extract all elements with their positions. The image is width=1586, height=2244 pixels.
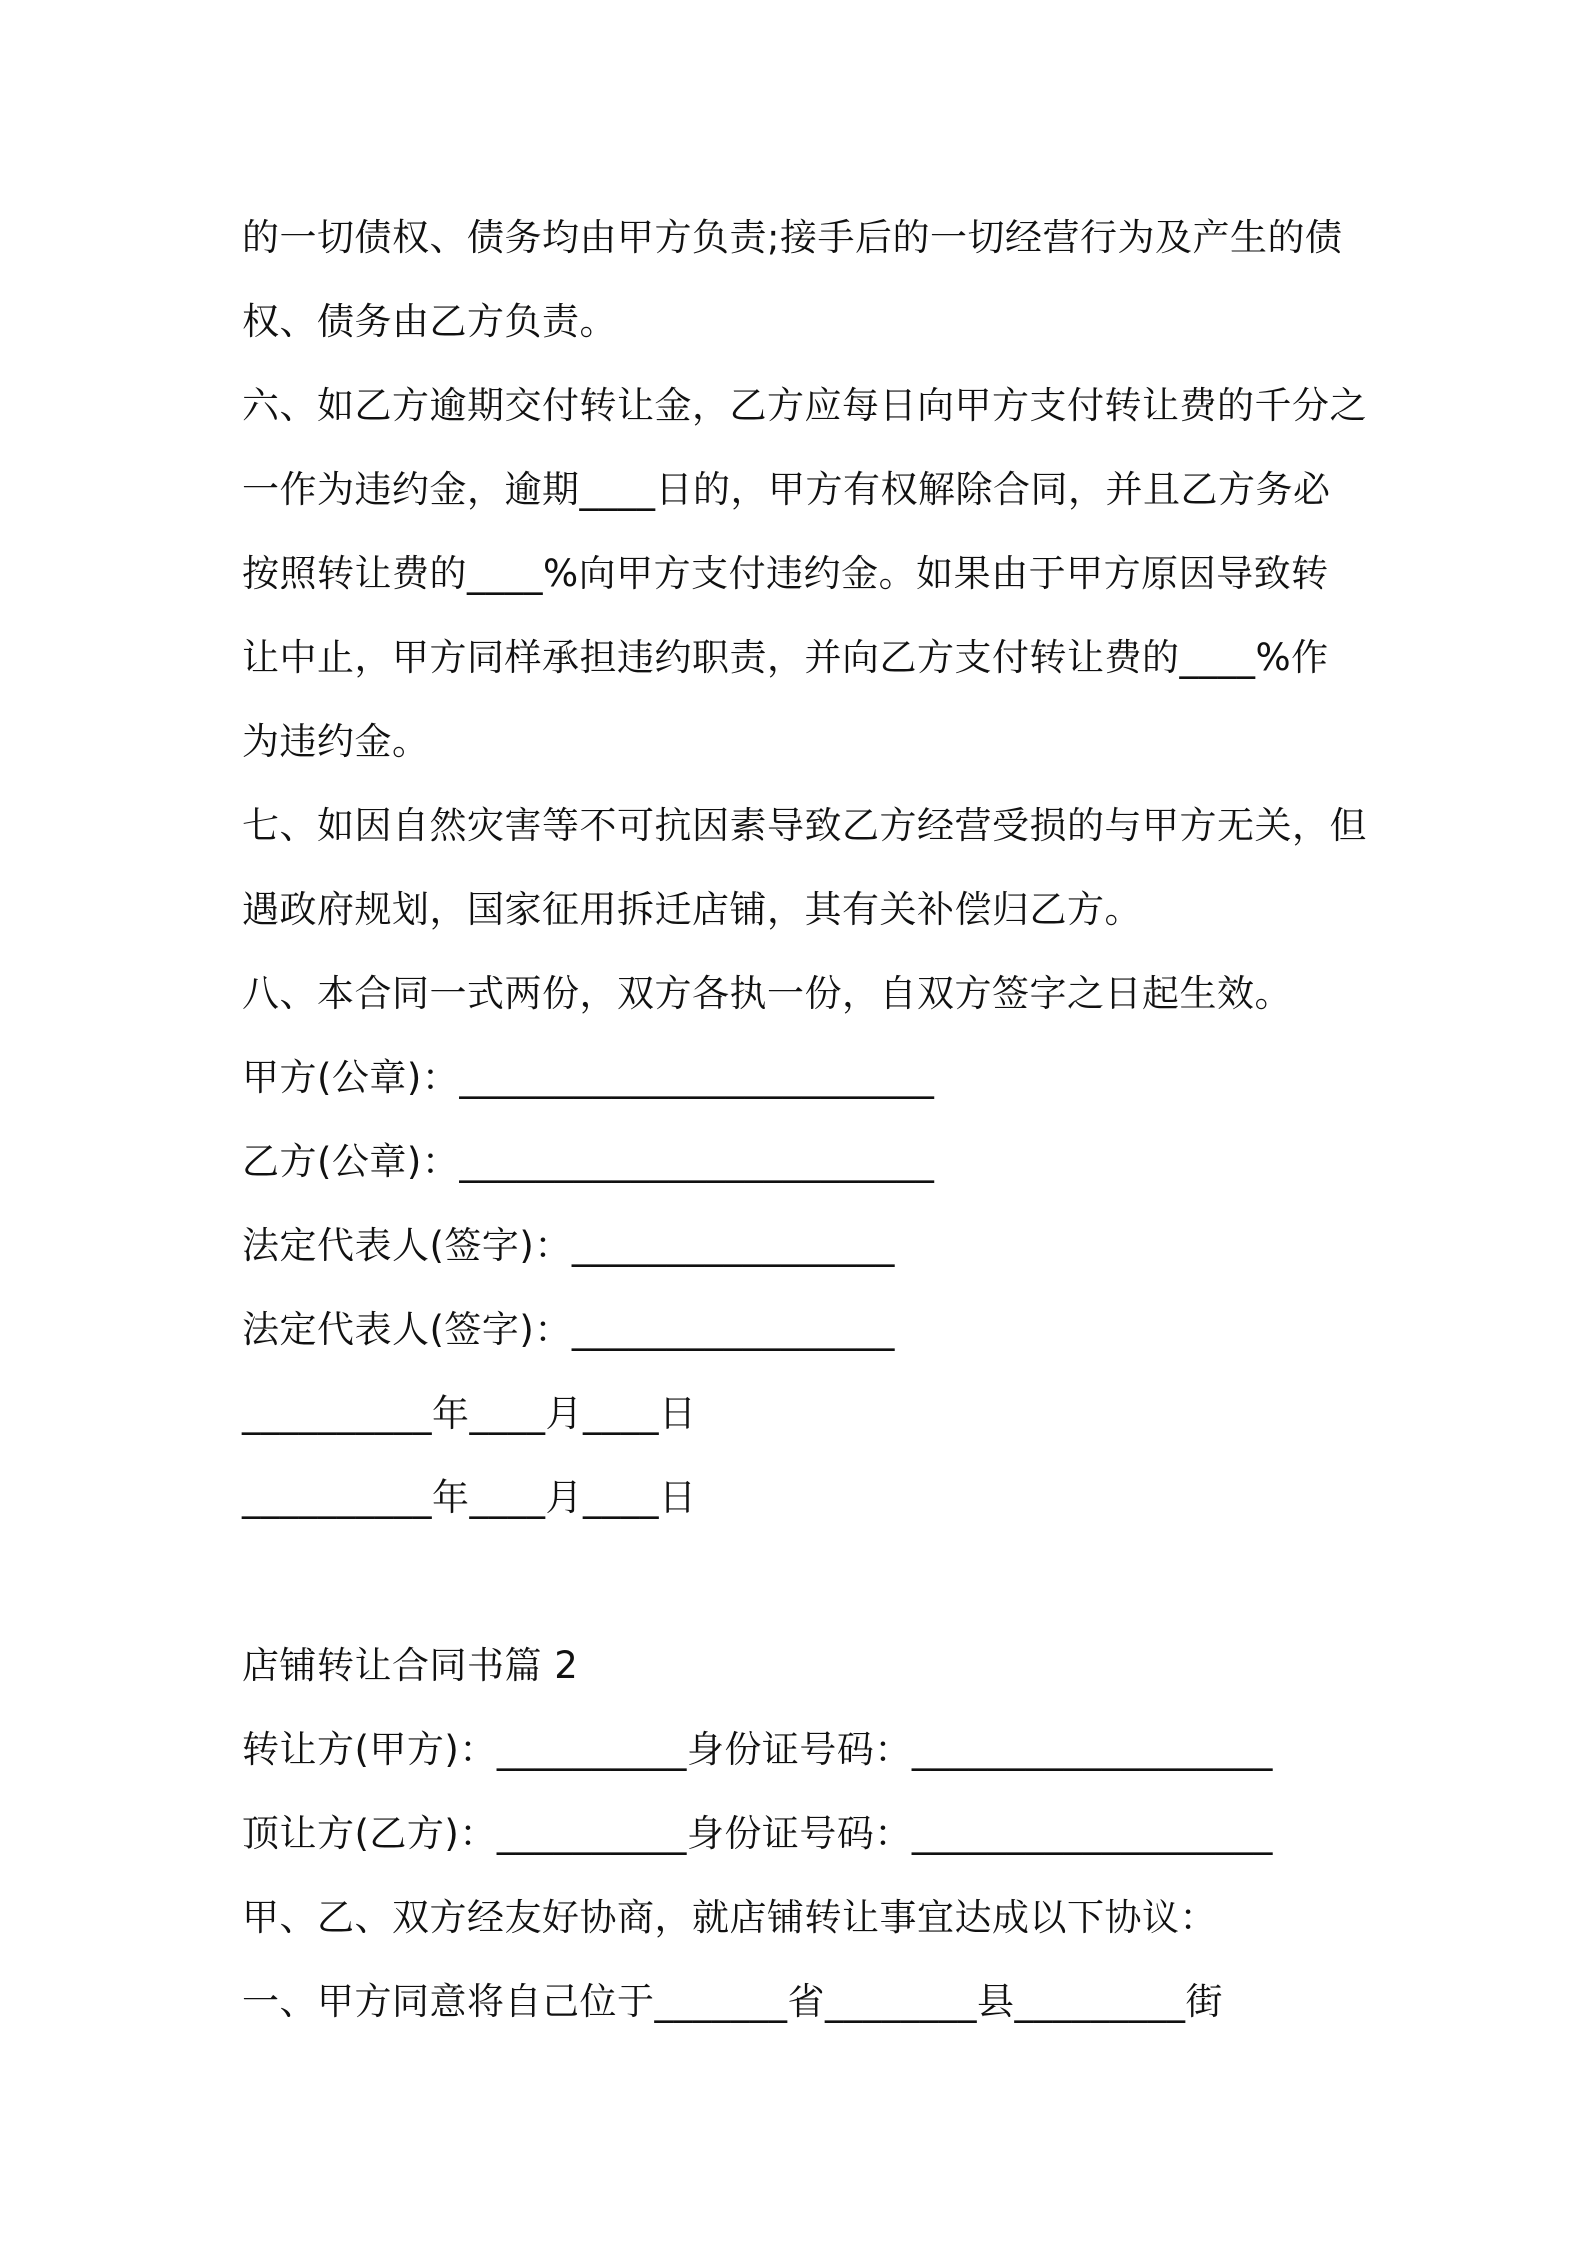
transferor-line: 转让方(甲方)：__________身份证号码：___________________ bbox=[242, 1728, 1273, 1771]
section-gap bbox=[242, 1540, 1362, 1624]
legal-rep-signature-line: 法定代表人(签字)：_________________ bbox=[242, 1308, 895, 1351]
clause-6-line: 六、如乙方逾期交付转让金，乙方应每日向甲方支付转让费的千分之 bbox=[242, 384, 1367, 427]
party-a-seal-line: 甲方(公章)：_________________________ bbox=[242, 1056, 935, 1099]
text-line: 的一切债权、债务均由甲方负责;接手后的一切经营行为及产生的债 bbox=[242, 216, 1343, 259]
date-line: __________年____月____日 bbox=[242, 1476, 697, 1519]
text-line: 为违约金。 bbox=[242, 720, 430, 763]
clause-7-line: 七、如因自然灾害等不可抗因素导致乙方经营受损的与甲方无关，但 bbox=[242, 804, 1367, 847]
document-body bbox=[242, 196, 1367, 2044]
text-line: 遇政府规划，国家征用拆迁店铺，其有关补偿归乙方。 bbox=[242, 888, 1142, 931]
text-line: 让中止，甲方同样承担违约职责，并向乙方支付转让费的____%作 bbox=[242, 636, 1329, 679]
text-line: 权、债务由乙方负责。 bbox=[242, 300, 617, 343]
date-line: __________年____月____日 bbox=[242, 1392, 697, 1435]
text-line: 甲、乙、双方经友好协商，就店铺转让事宜达成以下协议： bbox=[242, 1896, 1217, 1939]
legal-rep-signature-line: 法定代表人(签字)：_________________ bbox=[242, 1224, 895, 1267]
transferee-line: 顶让方(乙方)：__________身份证号码：___________________ bbox=[242, 1812, 1273, 1855]
text-line: 一作为违约金，逾期____日的，甲方有权解除合同，并且乙方务必 bbox=[242, 468, 1331, 511]
section-title: 店铺转让合同书篇 2 bbox=[242, 1644, 579, 1687]
clause-8-line: 八、本合同一式两份，双方各执一份，自双方签字之日起生效。 bbox=[242, 972, 1292, 1015]
text-line: 按照转让费的____%向甲方支付违约金。如果由于甲方原因导致转 bbox=[242, 552, 1329, 595]
party-b-seal-line: 乙方(公章)：_________________________ bbox=[242, 1140, 935, 1183]
clause-1-line: 一、甲方同意将自己位于_______省________县_________街 bbox=[242, 1980, 1223, 2023]
